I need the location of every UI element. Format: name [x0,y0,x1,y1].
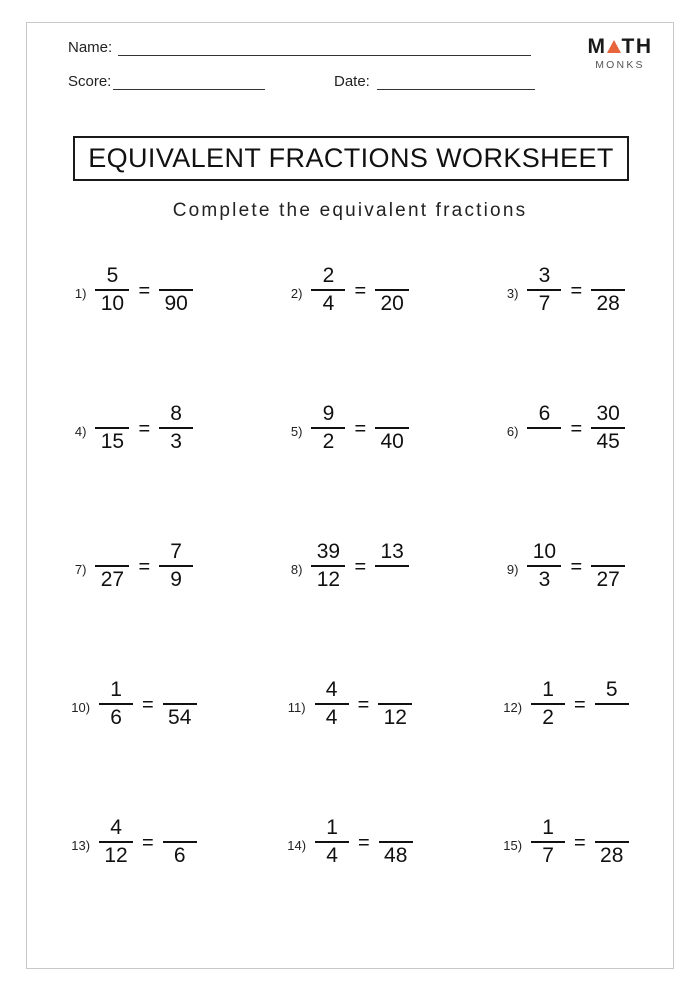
worksheet-header [60,36,640,108]
problem-number: 8) [290,561,303,577]
fraction-right [379,816,413,868]
fraction-left [527,402,561,454]
denominator[interactable]: 7 [538,291,551,315]
denominator[interactable]: 48 [384,843,408,867]
denominator[interactable] [541,430,547,454]
fraction-left [531,678,565,730]
numerator[interactable]: 6 [538,401,551,425]
numerator[interactable] [109,540,115,564]
fraction-left [527,540,561,592]
problem-item [26,672,242,810]
denominator[interactable]: 10 [100,291,125,315]
problem-number: 10) [71,699,91,715]
date-label: Date: [334,73,370,90]
problem-item [458,534,674,672]
fraction-right [159,264,193,316]
denominator[interactable]: 12 [316,567,341,591]
fraction-bar [591,289,625,291]
problem-number: 9) [506,561,519,577]
equals-sign: = [574,694,586,716]
fraction-bar [527,427,561,429]
denominator[interactable]: 12 [104,843,128,867]
problem-item [26,810,242,948]
logo-triangle-a-icon [607,36,622,57]
problem-number: 11) [287,699,306,715]
problem-number: 7) [74,561,87,577]
denominator[interactable]: 28 [596,291,620,315]
fraction-right [375,402,409,454]
fraction-left [95,540,129,592]
name-input-line[interactable] [118,42,531,56]
fraction-bar [591,427,625,429]
fraction-left [99,816,133,868]
numerator[interactable]: 1 [110,677,122,701]
problems-grid [26,258,674,948]
fraction-right [375,264,409,316]
date-field-row [334,74,535,90]
problem-number: 5) [290,423,303,439]
denominator[interactable]: 12 [383,705,407,729]
numerator[interactable]: 4 [110,815,122,839]
numerator[interactable]: 1 [542,677,554,701]
fraction-left [311,402,345,454]
page-title: EQUIVALENT FRACTIONS WORKSHEET [88,143,614,173]
denominator[interactable]: 28 [600,843,624,867]
denominator[interactable]: 15 [100,429,125,453]
score-label: Score: [68,73,112,90]
numerator[interactable] [605,540,611,564]
numerator[interactable] [389,264,395,288]
fraction-bar [378,703,412,705]
fraction-bar [95,565,129,567]
numerator[interactable] [605,264,611,288]
fraction-bar [99,841,133,843]
fraction-bar [315,841,349,843]
denominator[interactable]: 90 [164,291,188,315]
denominator[interactable]: 45 [596,429,620,453]
denominator[interactable]: 6 [173,843,186,867]
fraction-bar [159,289,193,291]
denominator[interactable] [609,706,615,730]
fraction-bar [375,427,409,429]
logo-text-after: TH [621,35,653,58]
equals-sign: = [570,556,583,578]
equals-sign: = [357,694,370,716]
problem-item [26,258,242,396]
fraction-right [595,678,629,730]
fraction-left [95,402,129,454]
equals-sign: = [138,280,151,302]
numerator[interactable]: 8 [170,401,182,425]
denominator[interactable]: 4 [322,291,335,315]
equals-sign: = [138,418,151,440]
numerator[interactable]: 2 [322,263,335,287]
fraction-left [315,816,349,868]
logo-wordmark [588,36,653,57]
numerator[interactable]: 9 [322,401,335,425]
fraction-left [311,540,345,592]
fraction-bar [311,289,345,291]
fraction-right [591,540,625,592]
numerator[interactable] [177,816,183,840]
denominator[interactable]: 2 [542,705,554,729]
worksheet-instructions: Complete the equivalent fractions [172,200,528,221]
equals-sign: = [354,280,367,302]
denominator[interactable]: 54 [168,705,192,729]
fraction-bar [591,565,625,567]
equals-sign: = [142,832,154,854]
fraction-right [159,402,193,454]
fraction-bar [311,565,345,567]
problem-item [458,810,674,948]
fraction-left [99,678,133,730]
fraction-bar [595,841,629,843]
numerator[interactable]: 13 [380,539,404,563]
numerator[interactable]: 5 [605,677,618,701]
denominator[interactable]: 4 [326,843,338,867]
numerator[interactable] [609,816,615,840]
fraction-bar [527,289,561,291]
logo-subtext: MONKS [595,59,645,71]
problem-number: 4) [74,423,87,439]
denominator[interactable]: 9 [170,567,182,591]
numerator[interactable] [393,816,399,840]
denominator[interactable]: 27 [100,567,125,591]
fraction-bar [527,565,561,567]
denominator[interactable]: 2 [322,429,335,453]
numerator[interactable]: 1 [326,815,338,839]
numerator[interactable] [389,402,395,426]
problem-number: 12) [503,699,523,715]
fraction-right [591,402,625,454]
denominator[interactable]: 4 [325,705,338,729]
denominator[interactable]: 3 [538,567,551,591]
numerator[interactable] [177,678,183,702]
equals-sign: = [574,832,586,854]
fraction-right [595,816,629,868]
fraction-bar [159,427,193,429]
equals-sign: = [570,418,583,440]
fraction-left [315,678,349,730]
name-field-row [68,40,531,56]
fraction-right [378,678,412,730]
numerator[interactable]: 10 [532,539,557,563]
problem-number: 6) [506,423,519,439]
fraction-bar [375,565,409,567]
logo-text-before: M [587,35,607,58]
problem-item [458,672,674,810]
denominator[interactable]: 27 [596,567,620,591]
numerator[interactable] [173,264,179,288]
fraction-bar [159,565,193,567]
fraction-bar [379,841,413,843]
fraction-bar [95,289,129,291]
worksheet-title-box [73,136,629,181]
problem-item [242,396,458,534]
problem-item [242,810,458,948]
problem-number: 13) [71,837,91,853]
problem-number: 1) [74,285,87,301]
fraction-right [163,678,197,730]
fraction-left [311,264,345,316]
fraction-bar [163,703,197,705]
problem-item [26,534,242,672]
fraction-right [591,264,625,316]
problem-item [458,258,674,396]
fraction-right [163,816,197,868]
denominator[interactable]: 6 [110,705,122,729]
fraction-bar [531,841,565,843]
fraction-bar [95,427,129,429]
denominator[interactable] [389,568,395,592]
fraction-bar [315,703,349,705]
equals-sign: = [354,556,367,578]
fraction-left [527,264,561,316]
fraction-bar [163,841,197,843]
equals-sign: = [358,832,370,854]
fraction-bar [99,703,133,705]
numerator[interactable]: 1 [542,815,554,839]
fraction-bar [311,427,345,429]
fraction-left [95,264,129,316]
numerator[interactable] [392,678,398,702]
fraction-right [375,540,409,592]
fraction-bar [595,703,629,705]
problem-item [242,672,458,810]
date-input-line[interactable] [377,76,535,90]
fraction-bar [531,703,565,705]
numerator[interactable] [109,402,115,426]
denominator[interactable]: 40 [380,429,404,453]
fraction-bar [375,289,409,291]
problem-number: 3) [506,285,519,301]
problem-item [26,396,242,534]
denominator[interactable]: 20 [380,291,404,315]
name-label: Name: [68,39,113,56]
problem-item [458,396,674,534]
numerator[interactable]: 30 [596,401,620,425]
numerator[interactable]: 3 [538,263,551,287]
equals-sign: = [354,418,367,440]
equals-sign: = [570,280,583,302]
denominator[interactable]: 3 [170,429,182,453]
problem-number: 15) [503,837,523,853]
problem-item [242,534,458,672]
equals-sign: = [138,556,151,578]
score-input-line[interactable] [113,76,265,90]
numerator[interactable]: 4 [325,677,338,701]
fraction-left [531,816,565,868]
problem-number: 2) [290,285,303,301]
score-field-row [68,74,265,90]
numerator[interactable]: 39 [316,539,341,563]
equals-sign: = [142,694,154,716]
mathmonks-logo [574,36,666,71]
denominator[interactable]: 7 [542,843,554,867]
numerator[interactable]: 7 [170,539,182,563]
problem-number: 14) [287,837,307,853]
numerator[interactable]: 5 [106,263,119,287]
problem-item [242,258,458,396]
fraction-right [159,540,193,592]
